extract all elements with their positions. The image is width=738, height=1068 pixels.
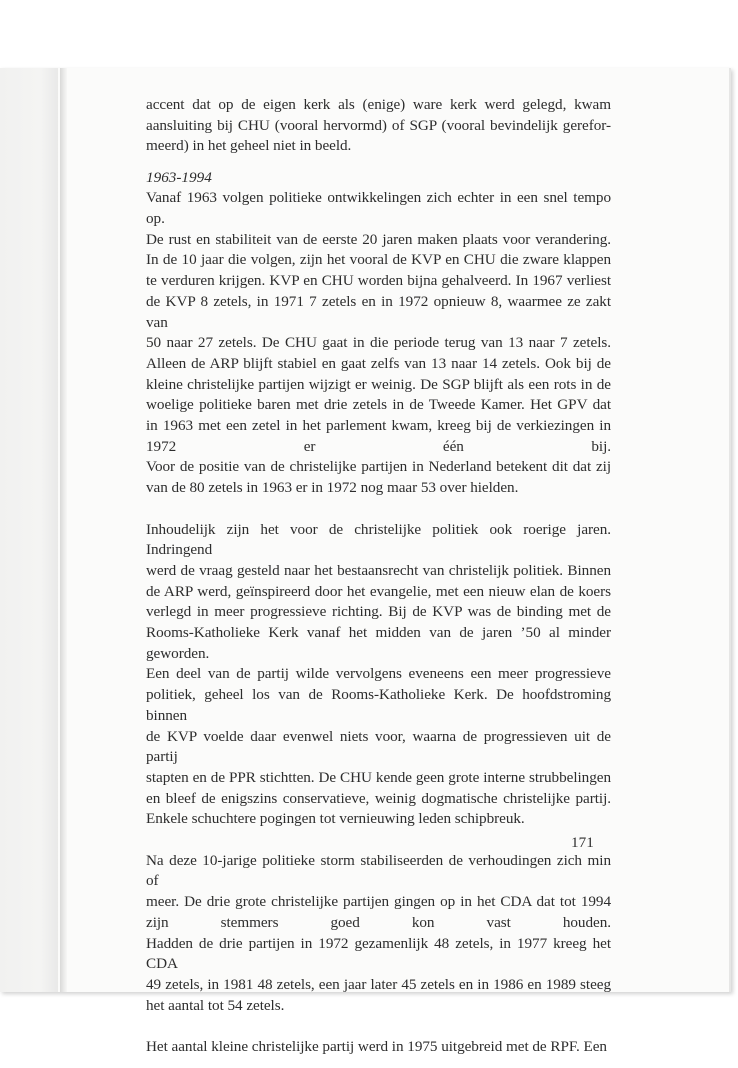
section2-paragraph bbox=[146, 520, 611, 831]
book-spine-shadow bbox=[0, 68, 58, 992]
spacer bbox=[146, 830, 611, 851]
text-line: De rust en stabiliteit van de eerste 20 jaren maken plaats voor verandering. bbox=[146, 230, 611, 248]
text-line: Enkele schuchtere pogingen tot vernieuwing leden schipbreuk. bbox=[146, 810, 525, 828]
text-line: woelige politieke baren met drie zetels in de Tweede Kamer. Het GPV dat bbox=[146, 396, 611, 414]
text-line: de ARP werd, geïnspireerd door het evangelie, met een nieuw elan de koers bbox=[146, 582, 611, 600]
page-edge bbox=[729, 68, 731, 992]
text-line: de KVP 8 zetels, in 1971 7 zetels en in 1972 opnieuw 8, waarmee ze zakt van bbox=[146, 292, 611, 331]
section1-paragraph bbox=[146, 188, 611, 499]
text-line: werd de vraag gesteld naar het bestaansrecht van christelijk politiek. Binnen bbox=[146, 561, 611, 579]
text-line: accent dat op de eigen kerk als (enige) ware kerk werd gelegd, kwam bbox=[146, 96, 611, 113]
text-line: 49 zetels, in 1981 48 zetels, een jaar later 45 zetels en in 1986 en 1989 steeg bbox=[146, 976, 611, 993]
spacer bbox=[146, 1016, 611, 1037]
spacer bbox=[146, 157, 611, 168]
text-line: Inhoudelijk zijn het voor de christelijke politiek ook roerige jaren. Indringend bbox=[146, 520, 611, 559]
book-gutter-line bbox=[60, 68, 67, 992]
text-line: Rooms-Katholieke Kerk vanaf het midden van de jaren ’50 al minder geworden. bbox=[146, 624, 611, 662]
text-line: meer. De drie grote christelijke partijen gingen op in het CDA dat tot 1994 bbox=[146, 893, 611, 911]
text-line: in 1963 met een zetel in het parlement kwam, kreeg bij de verkiezingen in bbox=[146, 417, 611, 435]
text-line: meerd) in het geheel niet in beeld. bbox=[146, 137, 352, 155]
text-line: 50 naar 27 zetels. De CHU gaat in die periode terug van 13 naar 7 zetels. bbox=[146, 334, 611, 352]
text-line: 1972 er één bij. bbox=[146, 437, 611, 455]
text-line: politiek, geheel los van de Rooms-Katholieke Kerk. De hoofdstroming binnen bbox=[146, 686, 611, 724]
text-line: Vanaf 1963 volgen politieke ontwikkelingen zich echter in een snel tempo op. bbox=[146, 189, 611, 228]
text-line: stapten en de PPR stichtten. De CHU kende geen grote interne strubbelingen bbox=[146, 768, 611, 786]
section3-paragraph bbox=[146, 851, 611, 1017]
section4-paragraph bbox=[146, 1037, 611, 1058]
text-line: aansluiting bij CHU (vooral hervormd) of SGP (vooral bevindelijk gerefor- bbox=[146, 116, 611, 134]
page-number: 171 bbox=[571, 834, 594, 851]
text-line: verlegd in meer progressieve richting. Bij de KVP was de binding met de bbox=[146, 603, 611, 621]
section-heading: 1963-1994 bbox=[146, 168, 212, 186]
text-line: Na deze 10-jarige politieke storm stabiliseerden de verhoudingen zich min of bbox=[146, 851, 611, 890]
text-line: en bleef de enigszins conservatieve, weinig dogmatische christelijke partij. bbox=[146, 789, 611, 807]
page-text-column bbox=[146, 95, 611, 1058]
text-line: Het aantal kleine christelijke partij werd in 1975 uitgebreid met de RPF. Een bbox=[146, 1038, 607, 1056]
text-line: Voor de positie van de christelijke partijen in Nederland betekent dit dat zij bbox=[146, 458, 611, 476]
text-line: Een deel van de partij wilde vervolgens eveneens een meer progressieve bbox=[146, 665, 611, 683]
intro-paragraph bbox=[146, 95, 611, 157]
text-line: het aantal tot 54 zetels. bbox=[146, 996, 285, 1014]
text-line: In de 10 jaar die volgen, zijn het vooral de KVP en CHU die zware klappen bbox=[146, 251, 611, 269]
text-line: Alleen de ARP blijft stabiel en gaat zelfs van 13 naar 14 zetels. Ook bij de bbox=[146, 354, 611, 372]
text-line: van de 80 zetels in 1963 er in 1972 nog maar 53 over hielden. bbox=[146, 479, 519, 497]
text-line: kleine christelijke partijen wijzigt er weinig. De SGP blijft als een rots in de bbox=[146, 375, 611, 393]
text-line: de KVP voelde daar evenwel niets voor, waarna de progressieven uit de partij bbox=[146, 727, 611, 766]
text-line: Hadden de drie partijen in 1972 gezamenlijk 48 zetels, in 1977 kreeg het CDA bbox=[146, 934, 611, 973]
text-line: zijn stemmers goed kon vast houden. bbox=[146, 913, 611, 931]
text-line: te verduren krijgen. KVP en CHU worden bijna gehalveerd. In 1967 verliest bbox=[146, 272, 611, 290]
spacer bbox=[146, 499, 611, 520]
